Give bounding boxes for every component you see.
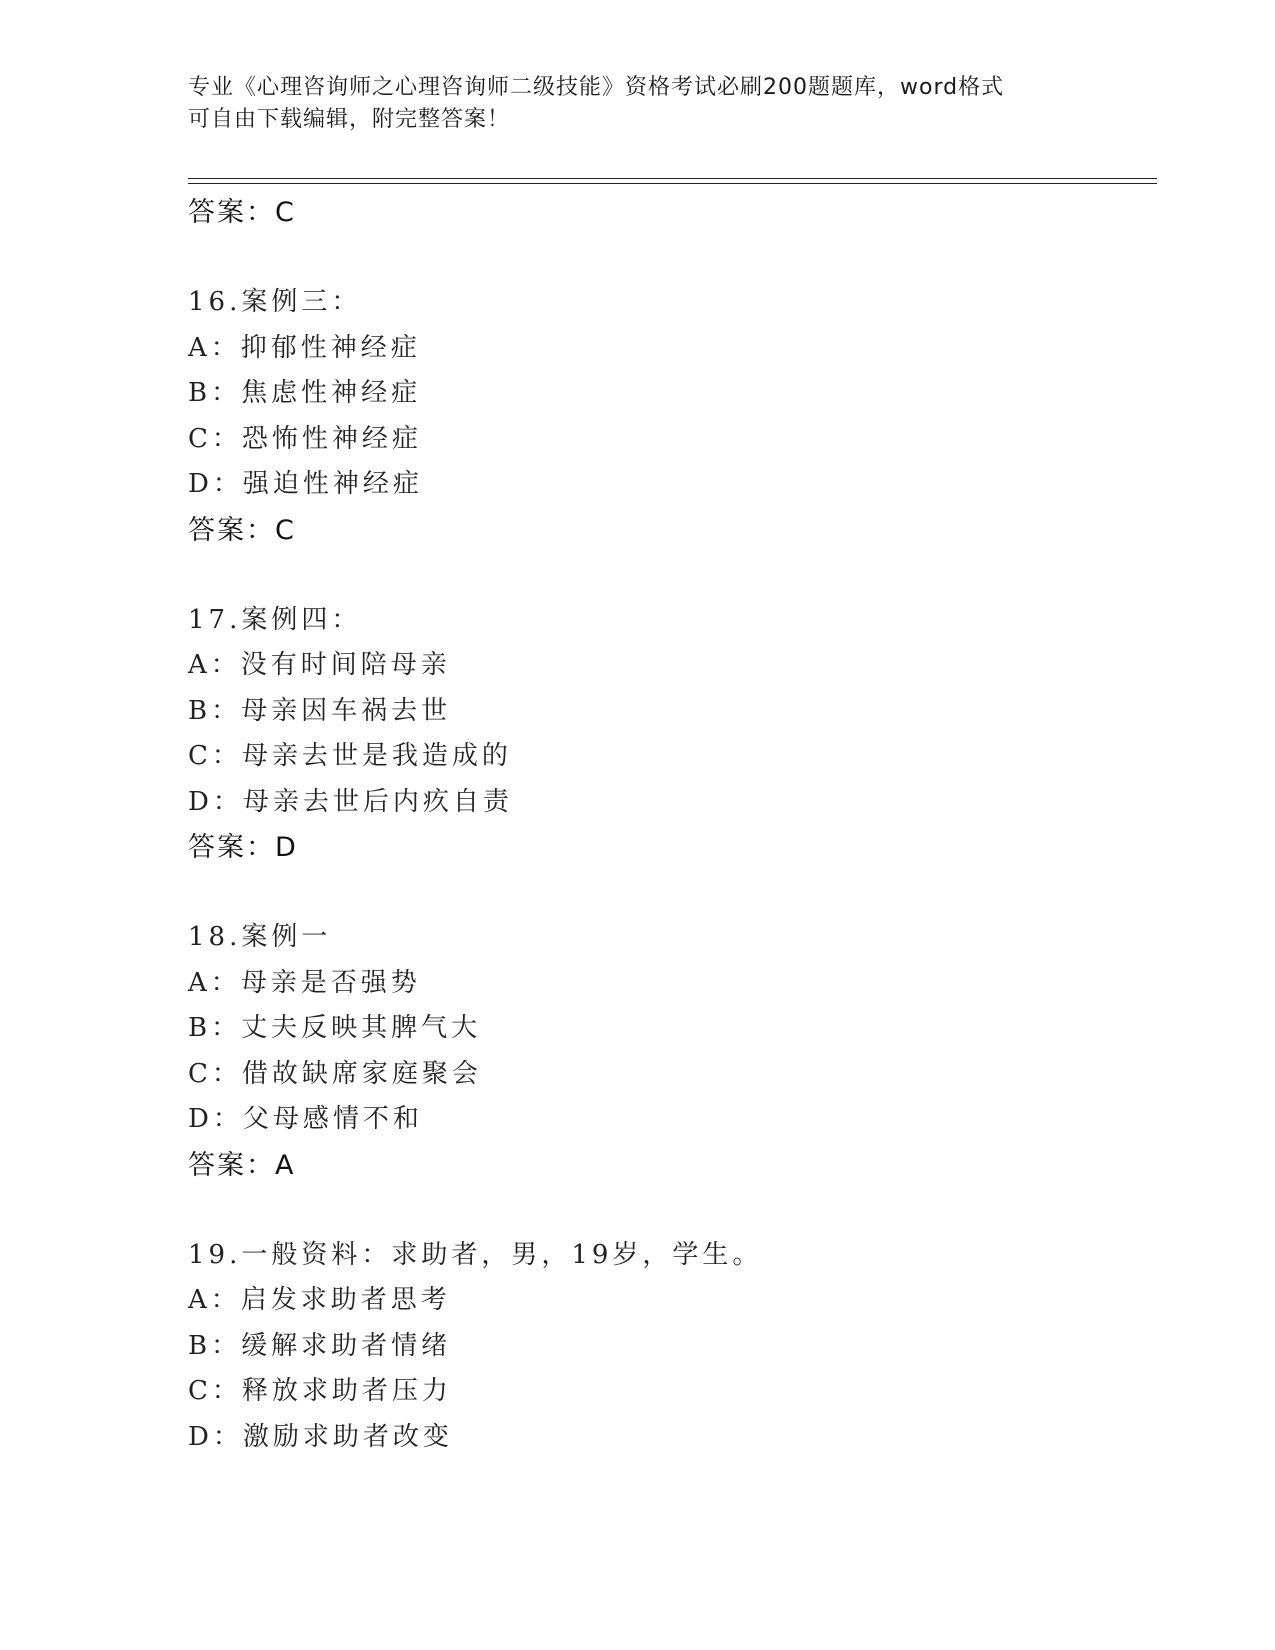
- spacer: [188, 871, 1088, 915]
- question-stem: 19.一般资料：求助者，男，19岁，学生。: [188, 1239, 763, 1270]
- header-divider-bottom: [188, 183, 1157, 184]
- question-stem: 16.案例三：: [188, 287, 362, 317]
- option-b: B：焦虑性神经症: [188, 378, 422, 408]
- option-a: A：启发求助者思考: [188, 1285, 451, 1315]
- option-a: A：母亲是否强势: [188, 967, 421, 998]
- question-stem: 17.案例四：: [188, 604, 362, 635]
- option-b: B：丈夫反映其脾气大: [188, 1013, 482, 1043]
- question-block: [188, 280, 1088, 554]
- option-d: D：强迫性神经症: [188, 469, 423, 499]
- option-c: C：借故缺席家庭聚会: [188, 1058, 482, 1089]
- answer-line: 答案：D: [188, 832, 298, 863]
- spacer: [188, 236, 1088, 280]
- question-list: [188, 190, 1088, 1460]
- answer-line: 答案：C: [188, 197, 296, 228]
- option-d: D：父母感情不和: [188, 1104, 423, 1134]
- option-a: A：抑郁性神经症: [188, 332, 421, 363]
- header-line-2: 可自由下载编辑，附完整答案！: [188, 107, 511, 132]
- answer-line: 答案：C: [188, 514, 296, 546]
- spacer: [188, 1189, 1088, 1233]
- option-c: C：释放求助者压力: [188, 1376, 452, 1406]
- option-b: B：缓解求助者情绪: [188, 1330, 452, 1361]
- option-c: C：母亲去世是我造成的: [188, 741, 512, 771]
- option-a: A：没有时间陪母亲: [188, 650, 451, 680]
- option-b: B：母亲因车祸去世: [188, 695, 452, 726]
- header-line-1: 专业《心理咨询师之心理咨询师二级技能》资格考试必刷200题题库，word格式: [188, 75, 1005, 100]
- question-block: [188, 915, 1088, 1189]
- option-d: D：激励求助者改变: [188, 1421, 453, 1452]
- option-d: D：母亲去世后内疚自责: [188, 786, 513, 817]
- answer-line: 答案：A: [188, 1149, 296, 1181]
- question-stem: 18.案例一: [188, 922, 332, 952]
- document-header: [188, 72, 1088, 136]
- question-block: [188, 598, 1088, 872]
- header-divider-top: [188, 178, 1157, 179]
- spacer: [188, 554, 1088, 598]
- question-block: [188, 1233, 1088, 1461]
- option-c: C：恐怖性神经症: [188, 423, 422, 454]
